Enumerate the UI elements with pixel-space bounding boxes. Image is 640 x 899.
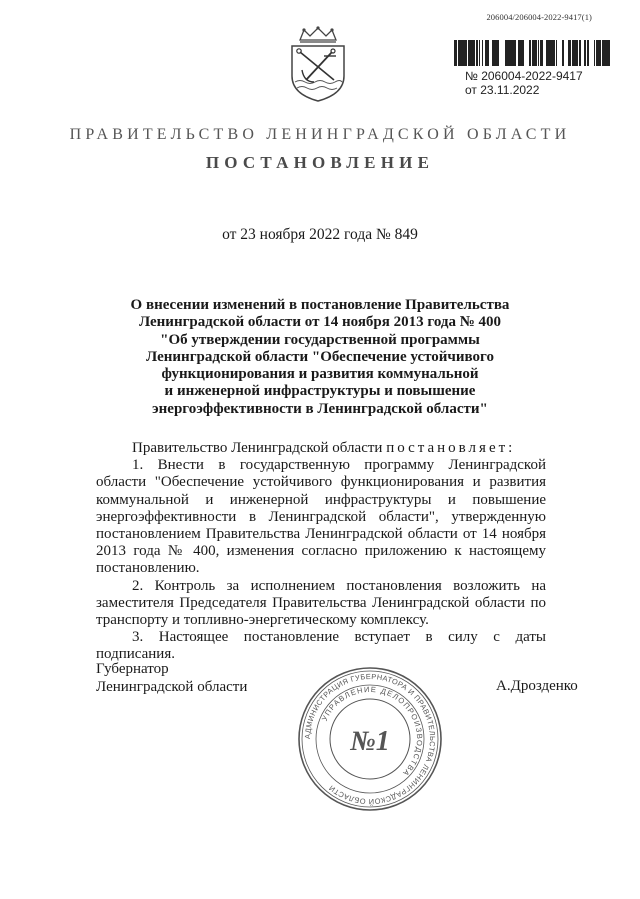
- barcode-bar: [512, 40, 514, 66]
- barcode-bar: [605, 40, 606, 66]
- barcode-bar: [460, 40, 463, 66]
- government-name: ПРАВИТЕЛЬСТВО ЛЕНИНГРАДСКОЙ ОБЛАСТИ: [69, 126, 571, 143]
- barcode-bar: [488, 40, 489, 66]
- barcode-bar: [585, 40, 586, 66]
- barcode-bar: [470, 40, 472, 66]
- barcode-bar: [602, 40, 603, 66]
- barcode-bar: [463, 40, 464, 66]
- barcode-bar: [550, 40, 552, 66]
- title-line: энергоэффективности в Ленинградской области": [152, 400, 488, 417]
- barcode-bar: [575, 40, 578, 66]
- barcode-bar: [466, 40, 467, 66]
- position-line: Губернатор: [96, 661, 169, 677]
- item-3: 3. Настоящее постановление вступает в силу с даты подписания.: [96, 629, 546, 663]
- coat-of-arms-icon: [286, 26, 350, 102]
- resolution-date-number: от 23 ноября 2022 года № 849: [222, 226, 418, 243]
- barcode-bar: [476, 40, 477, 66]
- title-line: "Об утверждении государственной программы: [160, 331, 480, 348]
- document-id: 206004/206004-2022-9417(1): [486, 12, 592, 22]
- item-2: 2. Контроль за исполнением постановления возложить на заместителя Председателя Правительства Ленинградской области по транспорту и топливно-энергетическому комплексу.: [96, 577, 546, 629]
- position-line: Ленинградской области: [96, 679, 248, 695]
- barcode-bar: [497, 40, 499, 66]
- barcode-bar: [549, 40, 550, 66]
- barcode-icon: [454, 40, 610, 66]
- barcode-bar: [530, 40, 531, 66]
- barcode-bar: [587, 40, 588, 66]
- title-line: Ленинградской области от 14 ноября 2013 года № 400: [138, 314, 502, 331]
- barcode-bar: [455, 40, 456, 66]
- title-line: и инженерной инфраструктуры и повышение: [164, 383, 476, 400]
- barcode-bar: [542, 40, 543, 66]
- barcode-bar: [584, 40, 585, 66]
- barcode-bar: [479, 40, 480, 66]
- barcode-bar: [464, 40, 466, 66]
- barcode-bar: [554, 40, 555, 66]
- barcode-bar: [477, 40, 478, 66]
- signatory-name: А.Дрозденко: [496, 678, 578, 694]
- barcode-bar: [536, 40, 537, 66]
- preamble-verb: постановляет:: [386, 440, 516, 456]
- seal-outer-text: АДМИНИСТРАЦИЯ ГУБЕРНАТОРА И ПРАВИТЕЛЬСТВА ЛЕНИНГРАДСКОЙ ОБЛАСТИ: [302, 671, 438, 807]
- barcode-bar: [607, 40, 610, 66]
- barcode-bar: [496, 40, 497, 66]
- barcode-bar: [598, 40, 599, 66]
- preamble: [96, 440, 546, 457]
- barcode-bar: [600, 40, 601, 66]
- barcode-bar: [538, 40, 539, 66]
- title-line: О внесении изменений в постановление Правительства: [130, 297, 510, 313]
- registration-number: № 206004-2022-9417: [465, 69, 583, 83]
- barcode-bar: [535, 40, 536, 66]
- barcode-bar: [472, 40, 475, 66]
- barcode-bar: [456, 40, 457, 66]
- barcode-bar: [588, 40, 589, 66]
- barcode-bar: [487, 40, 488, 66]
- barcode-bar: [594, 40, 595, 66]
- barcode-bar: [523, 40, 524, 66]
- barcode-bar: [509, 40, 512, 66]
- barcode-bar: [546, 40, 549, 66]
- seal-number: №1: [350, 726, 390, 757]
- item-1: 1. Внести в государственную программу Ленинградской области "Обеспечение устойчивого функционирования и развития коммунальной и инженерной инфраструктуры и повышение энергоэффективности в Ленинградской области", утвержденную постановлением Правительства Ленинградской области от 14 ноября 2013 года № 400, изменения согласно приложению к настоящему постановлению.: [96, 457, 546, 577]
- document-type: ПОСТАНОВЛЕНИЕ: [205, 153, 435, 172]
- barcode-bar: [514, 40, 516, 66]
- barcode-bar: [553, 40, 554, 66]
- barcode-bar: [468, 40, 470, 66]
- registration-stamp: [465, 69, 583, 97]
- barcode-bar: [494, 40, 496, 66]
- barcode-bar: [606, 40, 607, 66]
- barcode-bar: [518, 40, 520, 66]
- barcode-bar: [493, 40, 494, 66]
- barcode-bar: [454, 40, 455, 66]
- barcode-bar: [505, 40, 507, 66]
- barcode-bar: [540, 40, 541, 66]
- barcode-bar: [599, 40, 600, 66]
- barcode-bar: [507, 40, 508, 66]
- resolution-title: [120, 297, 520, 418]
- resolution-body: [96, 440, 546, 664]
- barcode-bar: [596, 40, 598, 66]
- barcode-bar: [562, 40, 564, 66]
- barcode-bar: [532, 40, 534, 66]
- barcode-bar: [556, 40, 557, 66]
- barcode-bar: [603, 40, 605, 66]
- barcode-bar: [579, 40, 581, 66]
- barcode-bar: [534, 40, 535, 66]
- barcode-bar: [485, 40, 487, 66]
- barcode-bar: [541, 40, 542, 66]
- seal-inner-text: УПРАВЛЕНИЕ ДЕЛОПРОИЗВОДСТВА: [319, 684, 425, 779]
- barcode-bar: [552, 40, 553, 66]
- title-line: функционирования и развития коммунальной: [161, 366, 479, 383]
- barcode-bar: [520, 40, 523, 66]
- barcode-bar: [458, 40, 460, 66]
- barcode-bar: [572, 40, 575, 66]
- title-line: Ленинградской области "Обеспечение устойчивого: [146, 348, 494, 365]
- barcode-bar: [482, 40, 483, 66]
- barcode-bar: [492, 40, 493, 66]
- preamble-text: Правительство Ленинградской области: [132, 440, 387, 456]
- official-seal-icon: [295, 664, 445, 814]
- barcode-bar: [508, 40, 509, 66]
- signatory-position: [96, 660, 247, 696]
- barcode-bar: [568, 40, 571, 66]
- registration-date: от 23.11.2022: [465, 83, 540, 97]
- barcode-bar: [529, 40, 530, 66]
